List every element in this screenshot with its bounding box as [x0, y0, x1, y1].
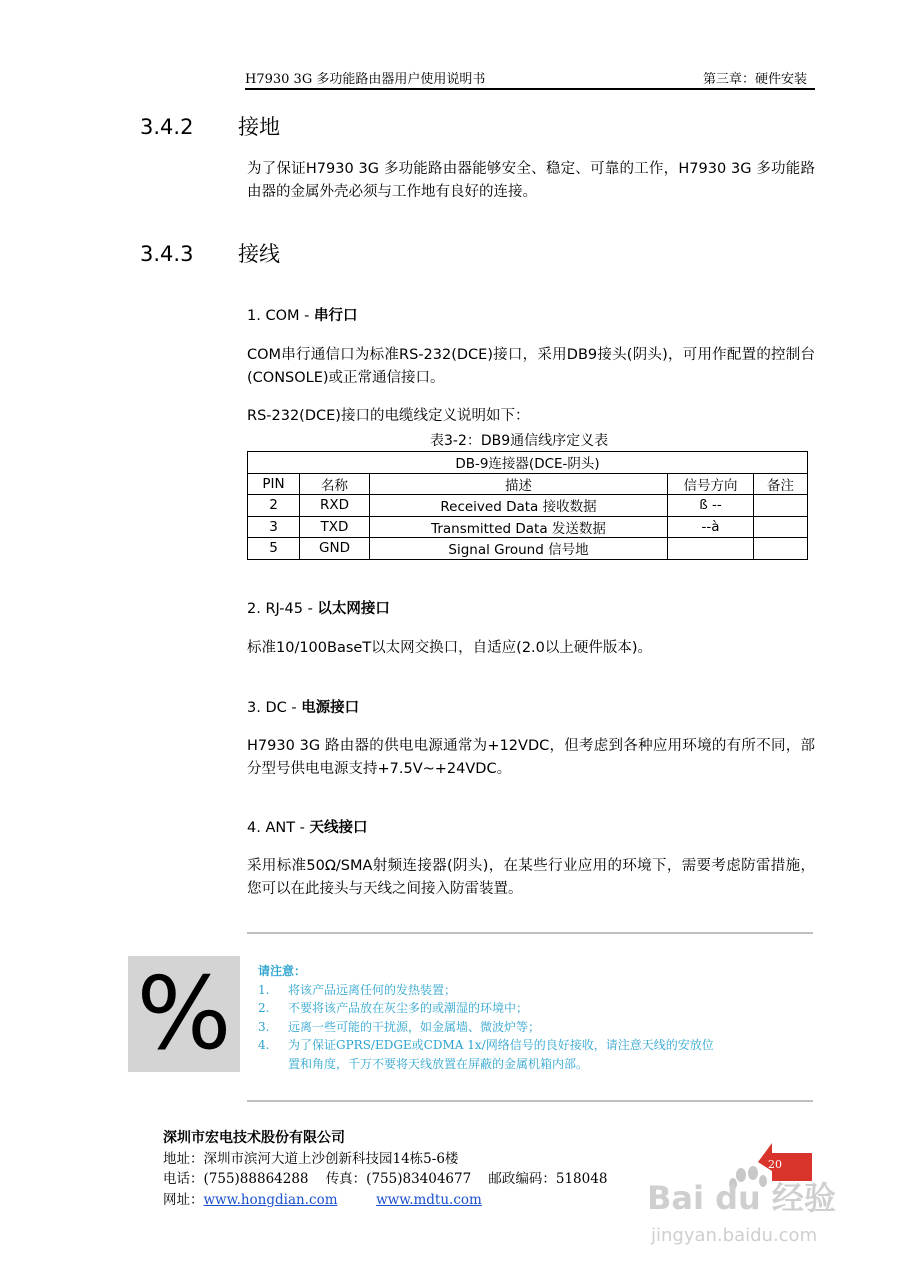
header-chapter: 第三章：硬件安装 — [702, 72, 807, 87]
col-header: 备注 — [754, 473, 808, 495]
company-name: 深圳市宏电技术股份有限公司 — [163, 1130, 345, 1146]
table-row — [248, 538, 808, 560]
notice-item: 1. 将该产品远离任何的发热装置； — [258, 982, 457, 997]
port-label: 4. ANT - — [247, 820, 310, 836]
table-cell: Received Data 接收数据 — [370, 495, 668, 517]
table-title-row — [248, 452, 808, 474]
note-top-rule — [247, 932, 813, 934]
page-number: 20 — [768, 1158, 782, 1171]
table-row — [248, 516, 808, 538]
rj45-paragraph: 标准10/100BaseT以太网交换口，自适应(2.0以上硬件版本)。 — [247, 640, 653, 656]
company-contacts — [163, 1169, 607, 1190]
section-title: 接地 — [238, 115, 280, 139]
port-heading-dc — [247, 696, 359, 717]
rs232-intro: RS-232(DCE)接口的电缆线定义说明如下： — [247, 408, 530, 424]
section-title: 接线 — [238, 242, 280, 266]
dc-paragraph: H7930 3G 路由器的供电电源通常为+12VDC，但考虑到各种应用环境的有所不同，部分型号供电电源支持+7.5V~+24VDC。 — [247, 738, 815, 777]
notice-item: 2. 不要将该产品放在灰尘多的或潮湿的环境中； — [258, 1001, 529, 1015]
port-name: 电源接口 — [301, 700, 360, 716]
col-header: 信号方向 — [668, 473, 754, 495]
postcode: 邮政编码：518048 — [488, 1171, 608, 1187]
note-symbol-box — [128, 956, 240, 1072]
table-cell: --à — [668, 516, 754, 538]
port-heading-com — [247, 304, 357, 325]
notice-item-continuation: 置和角度，千万不要将天线放置在屏蔽的金属机箱内部。 — [288, 1056, 589, 1071]
percent-icon: % — [136, 955, 232, 1072]
table-cell: Signal Ground 信号地 — [370, 538, 668, 560]
col-header: 描述 — [370, 473, 668, 495]
table-cell — [754, 538, 808, 560]
website-link-mdtu[interactable]: www.mdtu.com — [376, 1191, 482, 1208]
table-cell: 3 — [248, 516, 300, 538]
section-heading-grounding — [140, 111, 280, 141]
notice-item: 3. 远离一些可能的干扰源，如金属墙、微波炉等； — [258, 1019, 541, 1034]
ant-paragraph: 采用标准50Ω/SMA射频连接器(阴头)，在某些行业应用的环境下，需要考虑防雷措施，您可以在此接头与天线之间接入防雷装置。 — [247, 858, 815, 897]
table-cell: 5 — [248, 538, 300, 560]
table-cell: Transmitted Data 发送数据 — [370, 516, 668, 538]
table-cell — [668, 538, 754, 560]
col-header: 名称 — [300, 473, 370, 495]
note-bottom-rule — [247, 1100, 813, 1102]
header-title: H7930 3G 多功能路由器用户使用说明书 — [245, 72, 486, 87]
table-header-row — [248, 473, 808, 495]
page-header — [245, 66, 815, 90]
table-cell: 2 — [248, 495, 300, 517]
grounding-paragraph: 为了保证H7930 3G 多功能路由器能够安全、稳定、可靠的工作，H7930 3G 多功能路由器的金属外壳必须与工作地有良好的连接。 — [247, 161, 815, 200]
watermark-brand: Bai du 经验 — [647, 1179, 836, 1217]
notice-block — [258, 962, 714, 1073]
port-name: 天线接口 — [309, 820, 368, 836]
table-cell: ß -- — [668, 495, 754, 517]
section-heading-wiring — [140, 238, 280, 268]
table-cell — [754, 516, 808, 538]
fax: 传真：(755)83404677 — [325, 1171, 472, 1187]
company-address: 地址：深圳市滨河大道上沙创新科技园14栋5-6楼 — [163, 1150, 459, 1167]
section-number: 3.4.3 — [140, 242, 194, 266]
baidu-watermark — [645, 1165, 855, 1265]
table-cell — [754, 495, 808, 517]
notice-item: 4. 为了保证GPRS/EDGE或CDMA 1x/网络信号的良好接收，请注意天线的安放位 — [258, 1038, 714, 1052]
website-link-hongdian[interactable]: www.hongdian.com — [203, 1191, 338, 1208]
port-label: 2. RJ-45 - — [247, 601, 318, 617]
table-cell: RXD — [300, 495, 370, 517]
company-footer — [163, 1128, 607, 1210]
table-title: DB-9连接器(DCE-阴头) — [248, 452, 808, 474]
watermark-url: jingyan.baidu.com — [651, 1225, 818, 1246]
section-number: 3.4.2 — [140, 115, 194, 139]
table-cell: GND — [300, 538, 370, 560]
table-cell: TXD — [300, 516, 370, 538]
port-heading-rj45 — [247, 597, 390, 618]
web-label: 网址： — [163, 1191, 204, 1208]
port-label: 3. DC - — [247, 700, 302, 716]
tel: 电话：(755)88864288 — [163, 1171, 309, 1187]
company-web — [163, 1190, 607, 1211]
table-caption: 表3-2：DB9通信线序定义表 — [430, 433, 609, 449]
table-row — [248, 495, 808, 517]
col-header: PIN — [248, 473, 300, 495]
port-label: 1. COM - — [247, 308, 314, 324]
notice-title: 请注意： — [258, 964, 307, 978]
port-name: 以太网接口 — [317, 601, 390, 617]
db9-pinout-table — [247, 451, 808, 560]
port-name: 串行口 — [313, 308, 358, 324]
port-heading-ant — [247, 816, 368, 837]
com-paragraph: COM串行通信口为标准RS-232(DCE)接口，采用DB9接头(阴头)，可用作配置的控制台(CONSOLE)或正常通信接口。 — [247, 347, 815, 386]
